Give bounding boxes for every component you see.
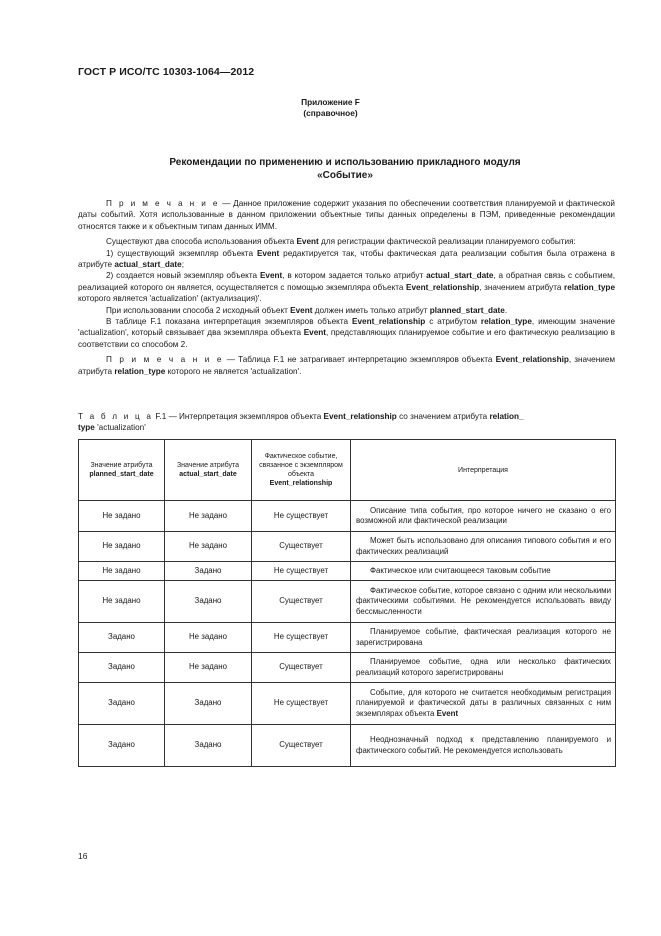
table-row <box>79 501 616 532</box>
text: Событие, для которого не считается необходимым регистрация планируемой и фактической даты в различных связанных с ним экземплярах объекта <box>356 687 611 718</box>
entity-name: Event_relationship <box>352 317 426 327</box>
cell-actual: Задано <box>165 683 252 725</box>
header-interpretation: Интерпретация <box>351 440 616 501</box>
table-header-row <box>79 440 616 501</box>
text: Существуют два способа использования объекта <box>106 237 297 247</box>
text: со значением атрибута <box>396 412 490 421</box>
cell-event: Существует <box>252 725 351 767</box>
cell-planned: Не задано <box>79 501 165 532</box>
text: которого не является 'actualization'. <box>165 366 302 376</box>
cell-event: Существует <box>252 653 351 683</box>
text: 'actualization' <box>94 423 146 433</box>
interpretation-table <box>78 439 616 767</box>
text: При использовании способа 2 исходный объект <box>106 305 291 315</box>
cell-interpretation <box>351 653 616 683</box>
note-1-label: П р и м е ч а н и е <box>106 199 220 208</box>
appendix-label: Приложение F <box>301 97 360 107</box>
appendix-heading <box>0 97 661 119</box>
text: с атрибутом <box>425 317 481 327</box>
attribute-name: type <box>78 423 95 433</box>
paragraph-table-reference <box>78 316 615 350</box>
text: , имеющим значение 'actualization', который связывает два экземпляра объекта <box>78 317 615 338</box>
cell-interpretation <box>351 623 616 653</box>
header-actual-event <box>252 440 351 501</box>
cell-interpretation <box>351 683 616 725</box>
table-row <box>79 562 616 581</box>
text: Может быть использовано для описания типового события и его фактических реализаций <box>356 536 611 556</box>
cell-actual: Не задано <box>165 653 252 683</box>
entity-name: Event <box>436 708 459 718</box>
text: , значением атрибута <box>479 282 565 292</box>
text: , значением атрибута <box>78 355 616 376</box>
entity-name: Event <box>296 237 319 247</box>
section-title <box>60 156 630 182</box>
text: F.1 — Интерпретация экземпляров объекта <box>153 412 324 421</box>
cell-event: Существует <box>252 581 351 623</box>
note-2-label: П р и м е ч а н и е <box>106 355 224 365</box>
cell-interpretation <box>351 725 616 767</box>
cell-planned: Не задано <box>79 581 165 623</box>
paragraph-method-2 <box>78 305 615 316</box>
text: Фактическое событие, связанное с экземпляром объекта <box>259 453 343 478</box>
note-1 <box>78 198 615 232</box>
text: В таблице F.1 показана интерпретация экземпляров объекта <box>106 317 352 327</box>
cell-actual: Задано <box>165 725 252 767</box>
cell-planned: Не задано <box>79 532 165 562</box>
attribute-name: Event_relationship <box>269 480 333 487</box>
attribute-name: relation_type <box>564 282 615 292</box>
header-planned-start-date <box>79 440 165 501</box>
table-row <box>79 683 616 725</box>
table-row <box>79 623 616 653</box>
cell-event: Не существует <box>252 501 351 532</box>
entity-name: Event_relationship <box>495 355 569 365</box>
body-text <box>78 198 615 377</box>
page-number: 16 <box>78 851 88 861</box>
title-line-1: Рекомендации по применению и использованию прикладного модуля <box>169 157 521 168</box>
cell-event: Не существует <box>252 562 351 581</box>
attribute-name: relation_type <box>480 317 532 327</box>
cell-interpretation <box>351 562 616 581</box>
attribute-name: actual_start_date <box>114 260 182 270</box>
cell-actual: Задано <box>165 562 252 581</box>
entity-name: Event <box>303 328 326 338</box>
table-caption-label: Т а б л и ц а <box>78 412 154 421</box>
cell-event: Не существует <box>252 683 351 725</box>
text: , в котором задается только атрибут <box>282 271 427 281</box>
text: Значение атрибута <box>176 462 240 469</box>
cell-planned: Задано <box>79 683 165 725</box>
cell-interpretation <box>351 581 616 623</box>
text: Значение атрибута <box>90 462 153 469</box>
cell-actual: Задано <box>165 581 252 623</box>
text: — Таблица F.1 не затрагивает интерпретацию экземпляров объекта <box>223 355 496 365</box>
attribute-name: planned_start_date <box>429 305 505 315</box>
list-item-1 <box>78 248 615 271</box>
note-1-text: — Данное приложение содержит указания по обеспечении соответствия планируемой и фактической даты событий. Хотя использованные в данном приложении объектные типы данных определены в ПЭМ, приведенные рекомендации относятся также и к объектным типам данных ИММ. <box>78 199 615 231</box>
table-row <box>79 725 616 767</box>
text: редактируется так, чтобы фактическая дата реализации события была отражена в атрибуте <box>78 248 615 270</box>
attribute-name: actual_start_date <box>426 271 494 281</box>
cell-actual: Не задано <box>165 501 252 532</box>
entity-name: Event <box>290 305 313 315</box>
text: Описание типа события, про которое ничего не сказано о его возможной или фактической реализации <box>356 505 611 525</box>
text: Планируемое событие, одна или несколько фактических реализаций которого зарегистрированы <box>356 657 611 677</box>
text: 1) существующий экземпляр объекта <box>106 248 257 258</box>
attribute-name: planned_start_date <box>89 471 154 478</box>
text: для регистрации фактической реализации планируемого события: <box>318 237 576 247</box>
cell-planned: Задано <box>79 623 165 653</box>
text: должен иметь только атрибут <box>312 305 430 315</box>
text: которого является 'actualization' (актуализация)'. <box>78 294 262 304</box>
text: Неоднозначный подход к представлению планируемого и фактического событий. Не рекомендуется использовать <box>356 735 611 755</box>
cell-actual: Не задано <box>165 532 252 562</box>
text: . <box>504 305 508 315</box>
table-row <box>79 581 616 623</box>
text: , а обратная связь с событием, реализацией которого он является, осуществляется с помощью экземпляра объекта <box>78 271 615 292</box>
document-header: ГОСТ Р ИСО/ТС 10303-1064—2012 <box>78 66 255 78</box>
cell-interpretation <box>351 501 616 532</box>
note-2 <box>78 354 615 377</box>
cell-interpretation <box>351 532 616 562</box>
entity-name: Event_relationship <box>406 282 480 292</box>
attribute-name: relation_type <box>114 366 166 376</box>
cell-event: Существует <box>252 532 351 562</box>
text: Фактическое или считающееся таковым событие <box>370 565 551 575</box>
cell-planned: Не задано <box>79 562 165 581</box>
entity-name: Event <box>256 248 280 258</box>
header-actual-start-date <box>165 440 252 501</box>
title-line-2: «Событие» <box>317 170 373 181</box>
text: 2) создается новый экземпляр объекта <box>106 271 260 281</box>
text: , представляющих планируемое событие и его фактическую реализацию в соответствии со способом 2. <box>78 328 615 349</box>
appendix-kind: (справочное) <box>303 108 358 118</box>
text: Фактическое событие, которое связано с одним или несколькими фактическими событиями. Не рекомендуется использовать ввиду бессмысленности <box>356 585 611 616</box>
paragraph-two-ways <box>78 236 615 247</box>
cell-planned: Задано <box>79 725 165 767</box>
attribute-name: relation_ <box>489 412 524 421</box>
table-row <box>79 653 616 683</box>
text: Планируемое событие, фактическая реализация которого не зарегистрирована <box>356 627 611 647</box>
text: ; <box>181 260 184 270</box>
cell-event: Не существует <box>252 623 351 653</box>
cell-actual: Не задано <box>165 623 252 653</box>
list-item-2 <box>78 270 615 304</box>
table-caption <box>78 411 615 434</box>
attribute-name: actual_start_date <box>179 471 237 478</box>
table-row <box>79 532 616 562</box>
entity-name: Event <box>259 271 283 281</box>
cell-planned: Задано <box>79 653 165 683</box>
entity-name: Event_relationship <box>323 412 397 421</box>
